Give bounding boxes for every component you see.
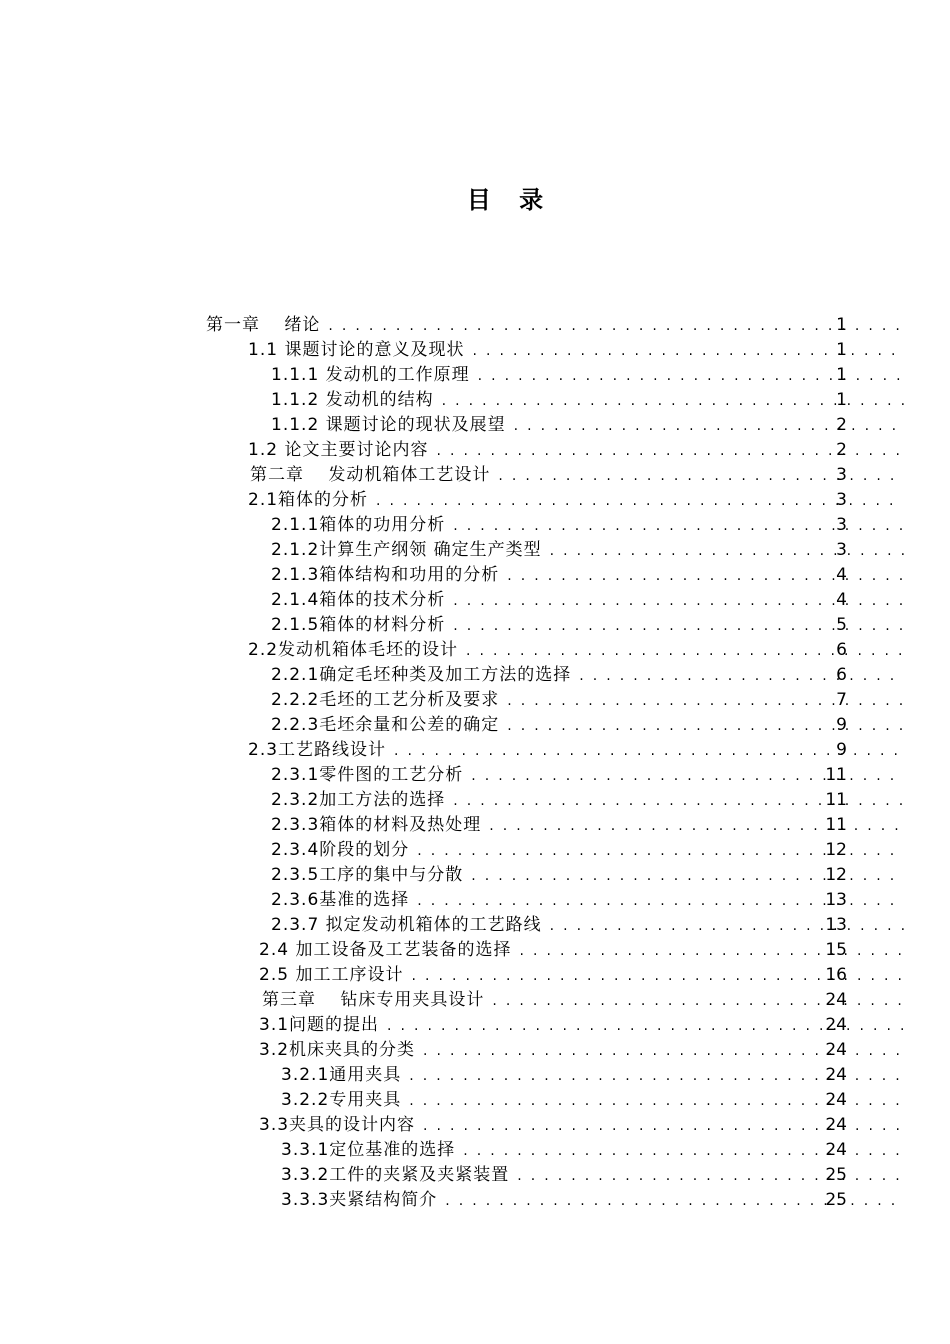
toc-entry-label: 2.3.5工序的集中与分散 [271, 865, 464, 885]
toc-entry-page-number: 6 [836, 665, 847, 685]
toc-entry-page-number: 24 [825, 1115, 847, 1135]
toc-entry-label: 3.1问题的提出 [259, 1015, 380, 1035]
toc-dot-leader [550, 914, 904, 939]
table-of-contents [0, 313, 950, 1213]
toc-entry-label: 2.1.5箱体的材料分析 [271, 615, 446, 635]
toc-entry-page-number: 15 [825, 940, 847, 960]
toc-entry-label: 第一章 绪论 [206, 315, 321, 335]
toc-entry[interactable] [0, 388, 950, 413]
toc-entry-page-number: 24 [825, 1065, 847, 1085]
toc-entry-page-number: 3 [836, 490, 847, 510]
toc-entry-page-number: 13 [825, 890, 847, 910]
toc-entry-label: 3.2.2专用夹具 [281, 1090, 402, 1110]
toc-dot-leader [436, 439, 904, 464]
toc-entry-page-number: 11 [825, 765, 847, 785]
toc-entry[interactable] [0, 713, 950, 738]
toc-entry-label: 3.3.1定位基准的选择 [281, 1140, 456, 1160]
toc-entry-page-number: 2 [836, 415, 847, 435]
toc-entry[interactable] [0, 1038, 950, 1063]
toc-dot-leader [550, 539, 904, 564]
toc-entry[interactable] [0, 363, 950, 388]
toc-entry-label: 2.3.7 拟定发动机箱体的工艺路线 [271, 915, 542, 935]
toc-entry[interactable] [0, 888, 950, 913]
toc-entry-page-number: 12 [825, 865, 847, 885]
toc-entry[interactable] [0, 1063, 950, 1088]
toc-entry-label: 2.1.3箱体结构和功用的分析 [271, 565, 500, 585]
toc-entry-label: 2.1箱体的分析 [248, 490, 369, 510]
toc-entry-page-number: 6 [836, 640, 847, 660]
toc-entry-label: 2.3.6基准的选择 [271, 890, 410, 910]
toc-entry-label: 2.4 加工设备及工艺装备的选择 [259, 940, 512, 960]
toc-entry[interactable] [0, 863, 950, 888]
toc-entry-label: 2.3.2加工方法的选择 [271, 790, 446, 810]
toc-entry-page-number: 16 [825, 965, 847, 985]
toc-entry[interactable] [0, 1013, 950, 1038]
toc-entry-label: 1.1.1 发动机的工作原理 [271, 365, 470, 385]
toc-entry[interactable] [0, 438, 950, 463]
toc-entry[interactable] [0, 938, 950, 963]
toc-entry-label: 1.1 课题讨论的意义及现状 [248, 340, 465, 360]
toc-entry[interactable] [0, 463, 950, 488]
toc-entry-page-number: 4 [836, 565, 847, 585]
toc-dot-leader [442, 389, 904, 414]
toc-entry-page-number: 9 [836, 740, 847, 760]
toc-entry-label: 3.3.2工件的夹紧及夹紧装置 [281, 1165, 510, 1185]
toc-entry-page-number: 5 [836, 615, 847, 635]
toc-entry[interactable] [0, 538, 950, 563]
toc-entry-label: 2.1.2计算生产纲领 确定生产类型 [271, 540, 542, 560]
toc-entry-page-number: 25 [825, 1190, 847, 1210]
toc-entry-page-number: 24 [825, 1140, 847, 1160]
toc-entry-label: 2.3工艺路线设计 [248, 740, 387, 760]
toc-entry-page-number: 11 [825, 790, 847, 810]
toc-entry[interactable] [0, 1088, 950, 1113]
toc-entry[interactable] [0, 588, 950, 613]
toc-entry-label: 3.3.3夹紧结构简介 [281, 1190, 438, 1210]
toc-dot-leader [579, 664, 904, 689]
toc-entry-page-number: 3 [836, 515, 847, 535]
toc-entry-page-number: 11 [825, 815, 847, 835]
toc-entry-page-number: 25 [825, 1165, 847, 1185]
toc-entry-label: 3.2.1通用夹具 [281, 1065, 402, 1085]
toc-entry[interactable] [0, 613, 950, 638]
toc-entry[interactable] [0, 688, 950, 713]
toc-entry-page-number: 24 [825, 1040, 847, 1060]
toc-entry[interactable] [0, 1188, 950, 1213]
toc-entry[interactable] [0, 963, 950, 988]
toc-entry[interactable] [0, 738, 950, 763]
toc-dot-leader [328, 314, 904, 339]
toc-dot-leader [376, 489, 904, 514]
toc-entry[interactable] [0, 563, 950, 588]
toc-entry-label: 2.3.4阶段的划分 [271, 840, 410, 860]
toc-entry[interactable] [0, 838, 950, 863]
toc-entry-page-number: 24 [825, 990, 847, 1010]
toc-entry-label: 1.2 论文主要讨论内容 [248, 440, 429, 460]
toc-entry[interactable] [0, 813, 950, 838]
toc-entry[interactable] [0, 313, 950, 338]
toc-entry-page-number: 1 [836, 340, 847, 360]
toc-entry-label: 1.1.2 发动机的结构 [271, 390, 434, 410]
toc-entry[interactable] [0, 663, 950, 688]
toc-entry-label: 1.1.2 课题讨论的现状及展望 [271, 415, 506, 435]
toc-entry[interactable] [0, 1163, 950, 1188]
toc-entry-page-number: 13 [825, 915, 847, 935]
toc-entry[interactable] [0, 488, 950, 513]
toc-entry-page-number: 1 [836, 365, 847, 385]
toc-entry-page-number: 9 [836, 715, 847, 735]
toc-entry[interactable] [0, 1138, 950, 1163]
toc-entry-label: 3.2机床夹具的分类 [259, 1040, 416, 1060]
toc-dot-leader [394, 739, 904, 764]
toc-entry-label: 2.2.2毛坯的工艺分析及要求 [271, 690, 500, 710]
toc-entry[interactable] [0, 413, 950, 438]
toc-entry-page-number: 3 [836, 540, 847, 560]
toc-entry-page-number: 1 [836, 390, 847, 410]
toc-entry[interactable] [0, 338, 950, 363]
toc-entry-page-number: 1 [836, 315, 847, 335]
toc-entry-label: 2.2.1确定毛坯种类及加工方法的选择 [271, 665, 572, 685]
toc-entry-page-number: 24 [825, 1090, 847, 1110]
toc-entry[interactable] [0, 638, 950, 663]
toc-entry-label: 2.1.4箱体的技术分析 [271, 590, 446, 610]
toc-entry-label: 2.2发动机箱体毛坯的设计 [248, 640, 459, 660]
toc-entry-label: 2.3.1零件图的工艺分析 [271, 765, 464, 785]
toc-entry[interactable] [0, 763, 950, 788]
toc-entry-label: 2.5 加工工序设计 [259, 965, 404, 985]
toc-entry-label: 第二章 发动机箱体工艺设计 [250, 465, 491, 485]
toc-entry-page-number: 4 [836, 590, 847, 610]
toc-entry-label: 2.3.3箱体的材料及热处理 [271, 815, 482, 835]
toc-entry[interactable] [0, 988, 950, 1013]
toc-entry-page-number: 3 [836, 465, 847, 485]
toc-entry[interactable] [0, 1113, 950, 1138]
toc-entry[interactable] [0, 913, 950, 938]
toc-entry-label: 第三章 钻床专用夹具设计 [262, 990, 485, 1010]
toc-entry-label: 3.3夹具的设计内容 [259, 1115, 416, 1135]
toc-entry-label: 2.2.3毛坯余量和公差的确定 [271, 715, 500, 735]
toc-entry[interactable] [0, 513, 950, 538]
toc-entry-page-number: 7 [836, 690, 847, 710]
toc-entry[interactable] [0, 788, 950, 813]
toc-entry-page-number: 12 [825, 840, 847, 860]
toc-entry-page-number: 2 [836, 440, 847, 460]
toc-entry-page-number: 24 [825, 1015, 847, 1035]
toc-title: 目 录 [466, 186, 554, 214]
toc-entry-label: 2.1.1箱体的功用分析 [271, 515, 446, 535]
